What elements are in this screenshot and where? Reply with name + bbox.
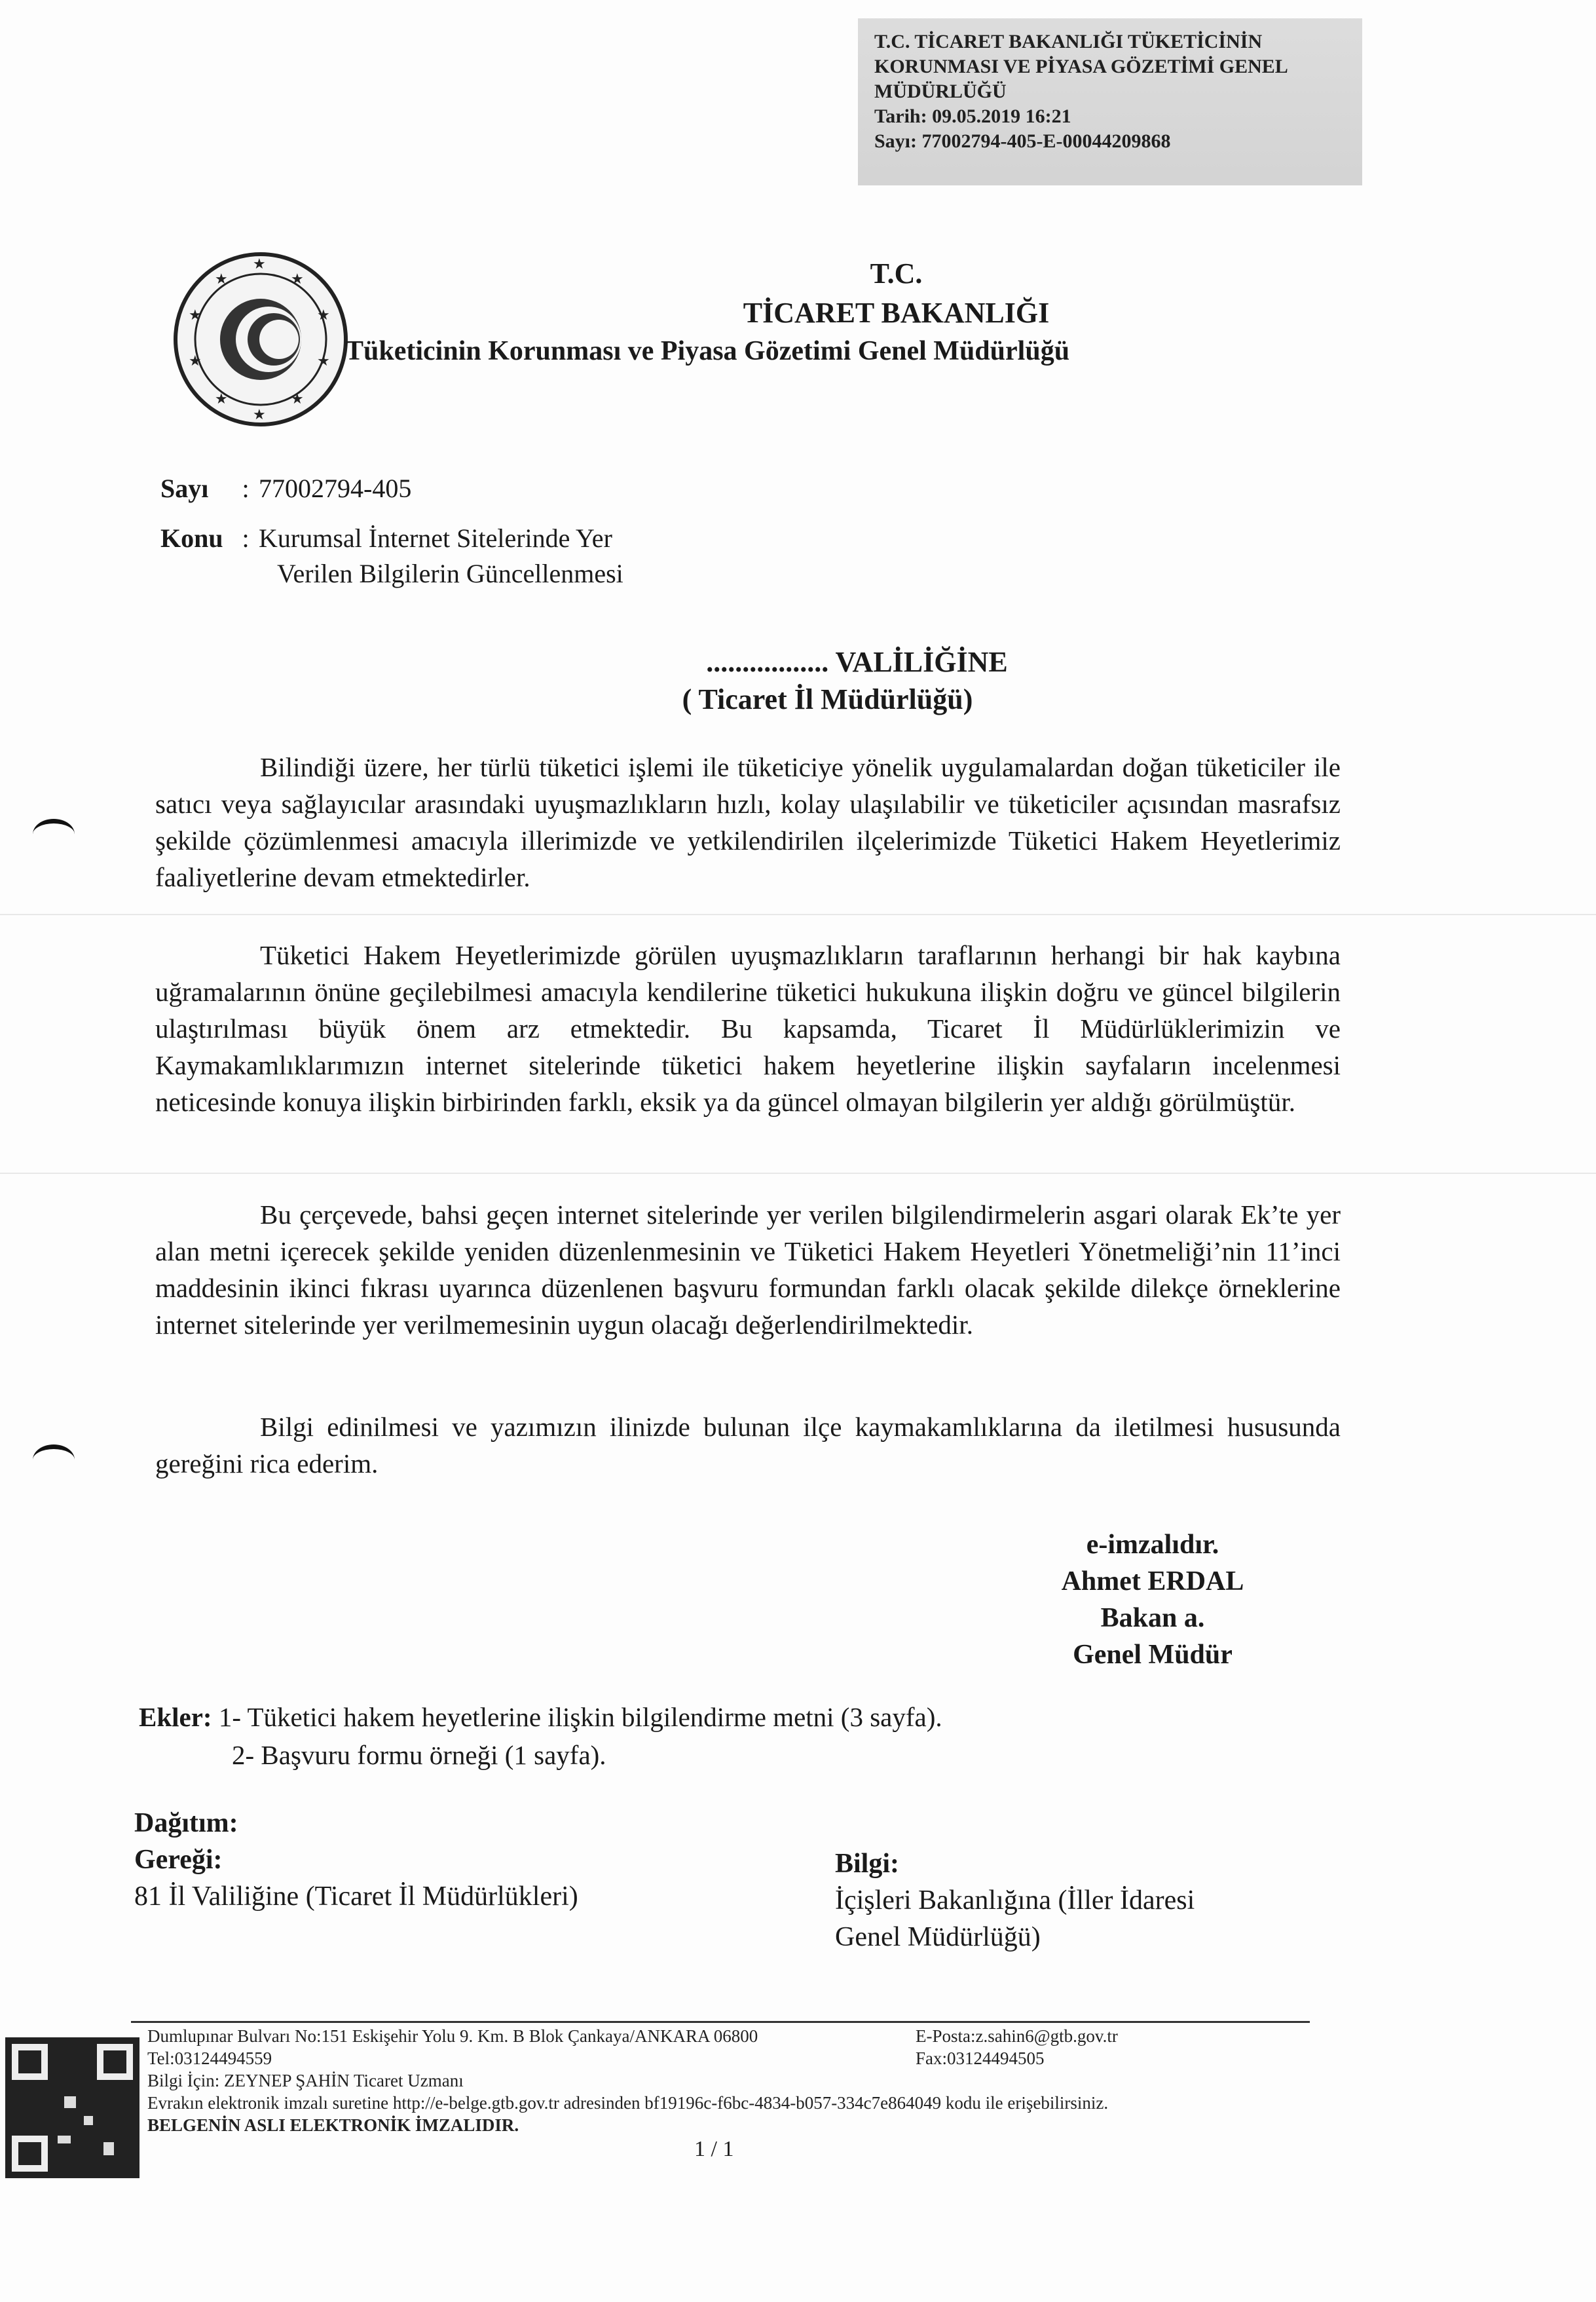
header-ministry: TİCARET BAKANLIĞI (743, 297, 1050, 329)
signature-on-behalf: Bakan a. (1100, 1603, 1205, 1633)
addressee-line-1: ................. VALİLİĞİNE (706, 646, 1008, 678)
footer-address: Dumlupınar Bulvarı No:151 Eskişehir Yolu 9. Km. B Blok Çankaya/ANKARA 06800 (147, 2026, 758, 2046)
bilgi-line-2: Genel Müdürlüğü) (835, 1922, 1041, 1952)
stamp-date: Tarih: 09.05.2019 16:21 (874, 105, 1071, 127)
punch-hole-mark (33, 819, 75, 850)
meta-sayi (160, 473, 411, 504)
konu-line-2: Verilen Bilgilerin Güncellenmesi (277, 559, 623, 588)
page-number: 1 / 1 (694, 2137, 734, 2161)
svg-text:★: ★ (215, 271, 228, 288)
body-paragraph-1: Bilindiği üzere, her türlü tüketici işlemi ile tüketiciye yönelik uygulamalardan doğan tüketiciler ile satıcı veya sağlayıcılar arasındaki uyuşmazlıkların hızlı, kolay ulaşılabilir ve tüketiciler açısından masrafsız şekilde çözümlenmesi amacıyla illerimizde ve yetkilendirilen ilçelerimizde Tüketici Hakem Heyetlerimiz faaliyetlerine devam etmektedirler. (155, 752, 1341, 892)
svg-text:★: ★ (317, 353, 330, 369)
body-paragraph-3: Bu çerçevede, bahsi geçen internet sitelerinde yer verilen bilgilendirmelerin asgari olarak Ek’te yer alan metni içerecek şekilde yeniden düzenlenmesinin ve Tüketici Hakem Heyetleri Yönetmeliği’nin 11’inci maddesinin ikinci fıkrası uyarınca düzenlenen başvuru formundan farklı olacak şekilde dilekçe örneklerine internet sitelerinde yer verilmemesinin uygun olacağı değerlendirilmektedir. (155, 1199, 1341, 1340)
bilgi-label: Bilgi: (835, 1849, 900, 1879)
scan-fold-line (0, 1173, 1596, 1174)
konu-line-1: Kurumsal İnternet Sitelerinde Yer (259, 523, 612, 553)
sayi-colon: : (242, 474, 250, 503)
stamp-line-3: MÜDÜRLÜĞÜ (874, 81, 1007, 102)
signature-name: Ahmet ERDAL (1061, 1566, 1244, 1596)
sayi-value: 77002794-405 (259, 474, 412, 503)
meta-konu (160, 523, 612, 554)
attachment-item-2: 2- Başvuru formu örneği (1 sayfa). (232, 1740, 606, 1770)
svg-text:★: ★ (317, 307, 330, 324)
footer-verify-link[interactable]: Evrakın elektronik imzalı suretine http://e-belge.gtb.gov.tr adresinden bf19196c-f6bc-4834-b057-334c7e864049 kodu ile erişebilirsiniz. (147, 2093, 1109, 2113)
svg-text:★: ★ (291, 391, 304, 407)
scan-fold-line (0, 914, 1596, 915)
registry-stamp (874, 29, 1372, 154)
svg-text:★: ★ (215, 391, 228, 407)
signature-e-signed: e-imzalıdır. (1086, 1530, 1219, 1560)
svg-text:★: ★ (253, 407, 266, 423)
bilgi-line-1: İçişleri Bakanlığına (İller İdaresi (835, 1885, 1195, 1915)
konu-colon: : (242, 523, 250, 553)
footer-notice: BELGENİN ASLI ELEKTRONİK İMZALIDIR. (147, 2115, 519, 2135)
distribution-label: Dağıtım: (134, 1808, 238, 1838)
footer-fax: Fax:03124494505 (916, 2048, 1045, 2068)
signature-title: Genel Müdür (1073, 1640, 1233, 1670)
konu-label: Konu (160, 523, 223, 553)
distribution-left (134, 1805, 578, 1915)
stamp-number: Sayı: 77002794-405-E-00044209868 (874, 130, 1171, 152)
gereği-value: 81 İl Valiliğine (Ticaret İl Müdürlükleri) (134, 1881, 578, 1912)
attachments (139, 1698, 942, 1774)
footer-divider (131, 2021, 1310, 2023)
attachments-label: Ekler: (139, 1702, 212, 1732)
body-paragraph-4: Bilgi edinilmesi ve yazımızın ilinizde bulunan ilçe kaymakamlıklarına da iletilmesi hususunda gereğini rica ederim. (155, 1412, 1341, 1479)
attachment-item-1: 1- Tüketici hakem heyetlerine ilişkin bilgilendirme metni (3 sayfa). (218, 1702, 942, 1732)
svg-text:★: ★ (189, 307, 202, 324)
header-directorate: Tüketicinin Korunması ve Piyasa Gözetimi Genel Müdürlüğü (345, 336, 1070, 366)
signature-block (1035, 1526, 1271, 1673)
svg-text:★: ★ (189, 353, 202, 369)
qr-code (5, 2037, 139, 2178)
stamp-line-2: KORUNMASI VE PİYASA GÖZETİMİ GENEL (874, 56, 1288, 77)
punch-hole-mark (33, 1444, 75, 1475)
addressee-line-2: ( Ticaret İl Müdürlüğü) (682, 683, 973, 715)
distribution-right (835, 1845, 1195, 1955)
gerеgi-label: Gereği: (134, 1845, 223, 1875)
stamp-line-1: T.C. TİCARET BAKANLIĞI TÜKETİCİNİN (874, 31, 1263, 52)
sayi-label: Sayı (160, 474, 209, 503)
svg-text:★: ★ (253, 256, 266, 273)
body-paragraph-2: Tüketici Hakem Heyetlerimizde görülen uyuşmazlıkların taraflarının herhangi bir hak kaybına uğramalarının önüne geçilebilmesi amacıyla kendilerine tüketici hukukuna ilişkin doğru ve güncel bilgilerin ulaştırılması büyük önem arz etmektedir. Bu kapsamda, Ticaret İl Müdürlüklerimizin ve Kaymakamlıklarımızın internet sitelerinde tüketici hakem heyetlerine ilişkin sayfaların incelenmesi neticesinde konuya ilişkin birbirinden farklı, eksik ya da güncel olmayan bilgilerin yer aldığı görülmüştür. (155, 940, 1341, 1117)
footer-contact: Bilgi İçin: ZEYNEP ŞAHİN Ticaret Uzmanı (147, 2071, 464, 2090)
footer-tel: Tel:03124494559 (147, 2048, 272, 2068)
footer-email[interactable]: E-Posta:z.sahin6@gtb.gov.tr (916, 2026, 1118, 2046)
header-tc: T.C. (870, 257, 923, 290)
svg-text:★: ★ (291, 271, 304, 288)
